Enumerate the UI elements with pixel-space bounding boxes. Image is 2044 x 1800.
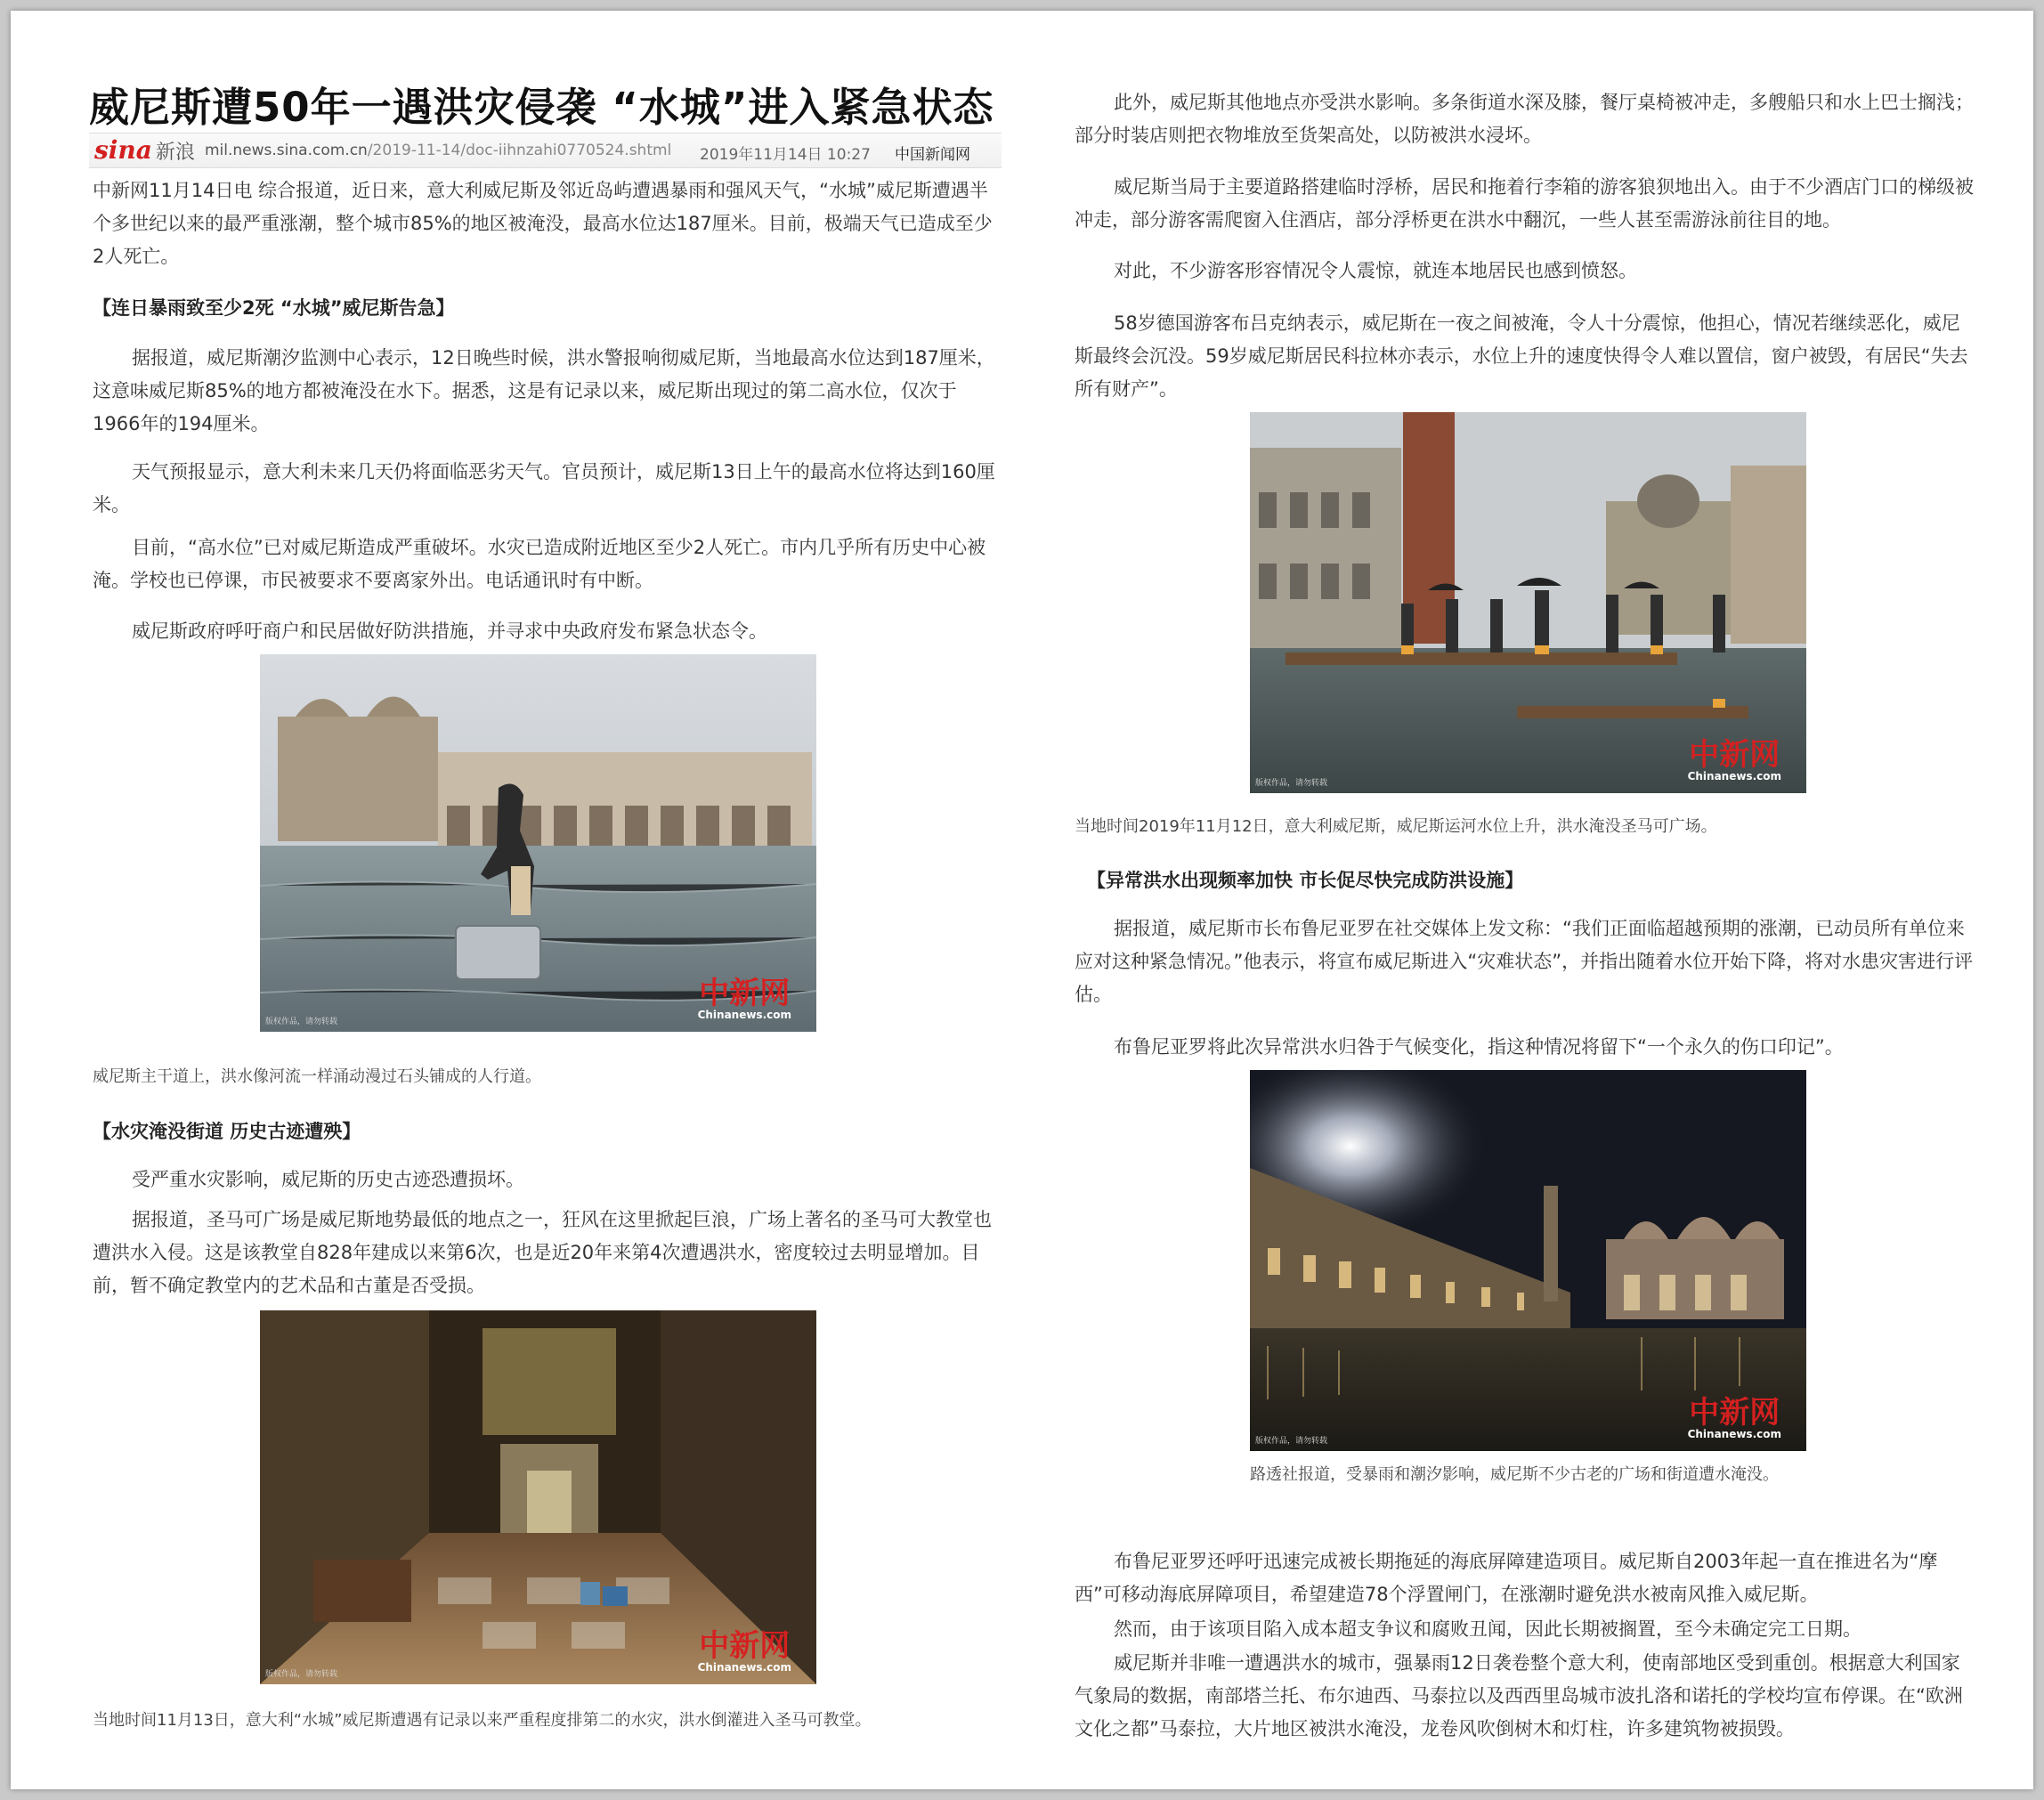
article-url[interactable]: mil.news.sina.com.cn/2019-11-14/doc-iihnzahi0770524.shtml bbox=[205, 142, 672, 159]
paragraph: 受严重水灾影响，威尼斯的历史古迹恐遭损坏。 bbox=[132, 1169, 524, 1190]
sina-logo[interactable]: sina 新浪 bbox=[94, 135, 195, 165]
chinanews-watermark: 中新网 Chinanews.com bbox=[1687, 1395, 1781, 1440]
photo-walkway-square bbox=[1250, 412, 1806, 793]
paragraph: 目前，“高水位”已对威尼斯造成严重破坏。水灾已造成附近地区至少2人死亡。市内几乎所有历史中心被淹。学校也已停课，市民被要求不要离家外出。电话通讯时有中断。 bbox=[93, 537, 986, 591]
photo-caption: 当地时间2019年11月12日，意大利威尼斯，威尼斯运河水位上升，洪水淹没圣马可广场。 bbox=[1075, 817, 1717, 836]
photo-caption: 威尼斯主干道上，洪水像河流一样涌动漫过石头铺成的人行道。 bbox=[93, 1067, 541, 1086]
photo-copyright: 版权作品，请勿转载 bbox=[265, 1670, 338, 1679]
paragraph: 威尼斯并非唯一遭遇洪水的城市，强暴雨12日袭卷整个意大利，使南部地区受到重创。根据意大利国家气象局的数据，南部塔兰托、布尔迪西、马泰拉以及西西里岛城市波扎洛和诺托的学校均宣布停课。在“欧洲文化之都”马泰拉，大片地区被洪水淹没，龙卷风吹倒树木和灯柱，许多建筑物被损毁。 bbox=[1075, 1652, 1963, 1739]
photo-church-interior bbox=[260, 1310, 816, 1684]
photo-caption: 当地时间11月13日，意大利“水城”威尼斯遭遇有记录以来严重程度排第二的水灾，洪水倒灌进入圣马可教堂。 bbox=[93, 1711, 872, 1730]
photo-flooded-square bbox=[260, 654, 816, 1032]
chinanews-watermark: 中新网 Chinanews.com bbox=[697, 1628, 791, 1674]
section-heading: 【水灾淹没街道 历史古迹遭殃】 bbox=[93, 1121, 361, 1142]
section-heading: 【异常洪水出现频率加快 市长促尽快完成防洪设施】 bbox=[1087, 870, 1524, 891]
article-page bbox=[11, 11, 2033, 1789]
photo-copyright: 版权作品，请勿转载 bbox=[1255, 1437, 1328, 1446]
paragraph: 此外，威尼斯其他地点亦受洪水影响。多条街道水深及膝，餐厅桌椅被冲走，多艘船只和水上巴士搁浅；部分时装店则把衣物堆放至货架高处，以防被洪水浸坏。 bbox=[1075, 92, 1974, 146]
article-title: 威尼斯遭50年一遇洪灾侵袭 “水城”进入紧急状态 bbox=[89, 84, 994, 131]
section-heading: 【连日暴雨致至少2死 “水城”威尼斯告急】 bbox=[93, 297, 455, 319]
news-source[interactable]: 中国新闻网 bbox=[895, 146, 970, 164]
paragraph: 据报道，圣马可广场是威尼斯地势最低的地点之一，狂风在这里掀起巨浪，广场上著名的圣马可大教堂也遭洪水入侵。这是该教堂自828年建成以来第6次，也是近20年来第4次遭遇洪水，密度较过去明显增加。目前，暂不确定教堂内的艺术品和古董是否受损。 bbox=[93, 1209, 992, 1296]
article-meta-bar bbox=[89, 133, 1002, 168]
paragraph: 对此，不少游客形容情况令人震惊，就连本地居民也感到愤怒。 bbox=[1114, 260, 1637, 281]
photo-caption: 路透社报道，受暴雨和潮汐影响，威尼斯不少古老的广场和街道遭水淹没。 bbox=[1250, 1465, 1779, 1484]
paragraph: 然而，由于该项目陷入成本超支争议和腐败丑闻，因此长期被搁置，至今未确定完工日期。 bbox=[1114, 1618, 1862, 1640]
paragraph: 布鲁尼亚罗将此次异常洪水归咎于气候变化，指这种情况将留下“一个永久的伤口印记”。 bbox=[1114, 1036, 1844, 1058]
paragraph: 58岁德国游客布吕克纳表示，威尼斯在一夜之间被淹，令人十分震惊，他担心，情况若继续恶化，威尼斯最终会沉没。59岁威尼斯居民科拉林亦表示，水位上升的速度快得令人难以置信，窗户被毁，有居民“失去所有财产”。 bbox=[1075, 312, 1968, 400]
paragraph-intro: 中新网11月14日电 综合报道，近日来，意大利威尼斯及邻近岛屿遭遇暴雨和强风天气，“水城”威尼斯遭遇半个多世纪以来的最严重涨潮，整个城市85%的地区被淹没，最高水位达187厘米。目前，极端天气已造成至少2人死亡。 bbox=[93, 180, 993, 267]
photo-copyright: 版权作品，请勿转载 bbox=[265, 1018, 338, 1026]
chinanews-watermark: 中新网 Chinanews.com bbox=[1687, 737, 1781, 782]
paragraph: 布鲁尼亚罗还呼吁迅速完成被长期拖延的海底屏障建造项目。威尼斯自2003年起一直在推进名为“摩西”可移动海底屏障项目，希望建造78个浮置闸门，在涨潮时避免洪水被南风推入威尼斯。 bbox=[1075, 1551, 1938, 1605]
paragraph: 据报道，威尼斯潮汐监测中心表示，12日晚些时候，洪水警报响彻威尼斯，当地最高水位达到187厘米，这意味威尼斯85%的地方都被淹没在水下。据悉，这是有记录以来，威尼斯出现过的第二高水位，仅次于1966年的194厘米。 bbox=[93, 347, 995, 434]
paragraph: 据报道，威尼斯市长布鲁尼亚罗在社交媒体上发文称：“我们正面临超越预期的涨潮，已动员所有单位来应对这种紧急情况。”他表示，将宣布威尼斯进入“灾难状态”，并指出随着水位开始下降，将对水患灾害进行评估。 bbox=[1075, 918, 1974, 1005]
paragraph: 威尼斯政府呼吁商户和民居做好防洪措施，并寻求中央政府发布紧急状态令。 bbox=[132, 620, 767, 642]
publish-date: 2019年11月14日 10:27 bbox=[700, 146, 871, 164]
paragraph: 威尼斯当局于主要道路搭建临时浮桥，居民和拖着行李箱的游客狼狈地出入。由于不少酒店门口的梯级被冲走，部分游客需爬窗入住酒店，部分浮桥更在洪水中翻沉，一些人甚至需游泳前往目的地。 bbox=[1075, 176, 1974, 231]
chinanews-watermark: 中新网 Chinanews.com bbox=[697, 976, 791, 1021]
photo-night-square bbox=[1250, 1070, 1806, 1451]
photo-copyright: 版权作品，请勿转载 bbox=[1255, 779, 1328, 788]
paragraph: 天气预报显示，意大利未来几天仍将面临恶劣天气。官员预计，威尼斯13日上午的最高水位将达到160厘米。 bbox=[93, 461, 995, 515]
